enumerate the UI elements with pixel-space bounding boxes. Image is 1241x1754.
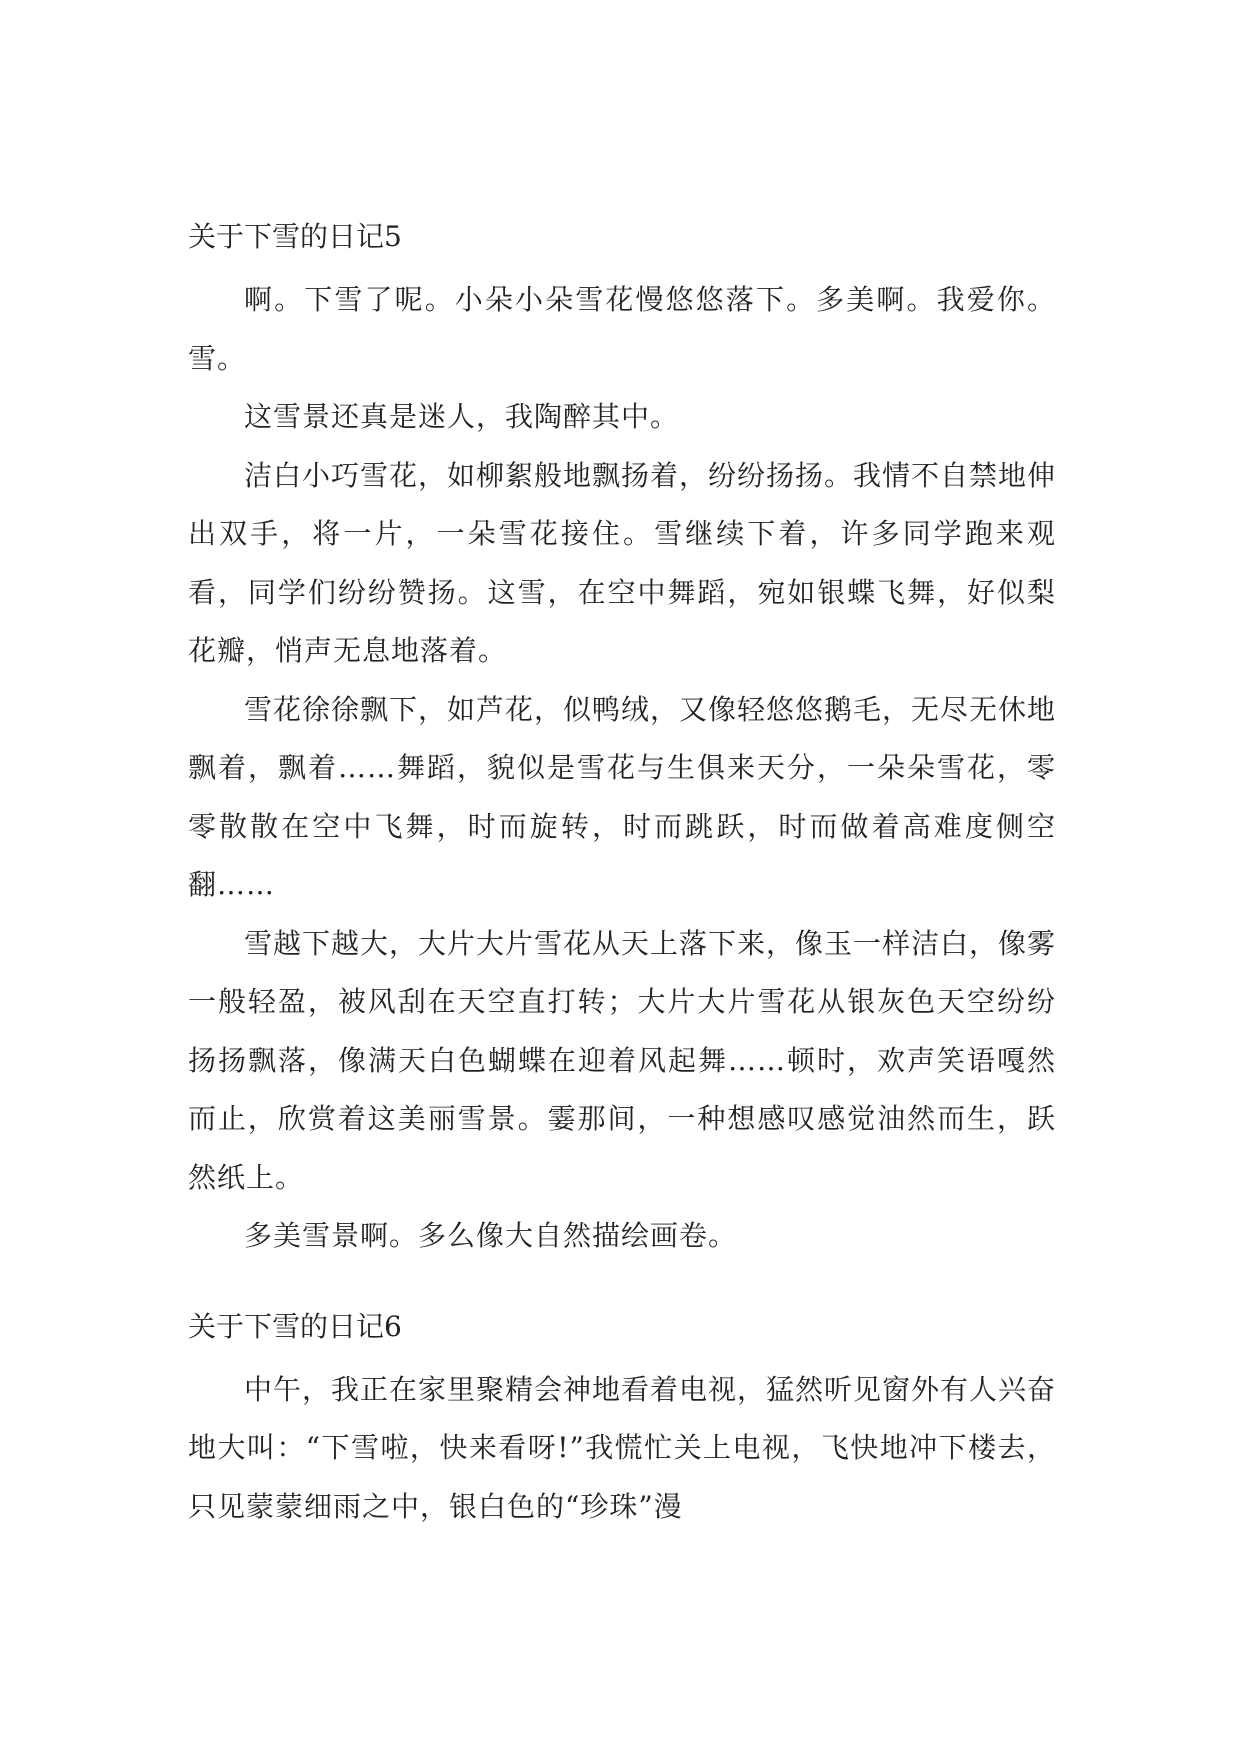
paragraph: 中午，我正在家里聚精会神地看着电视，猛然听见窗外有人兴奋地大叫：“下雪啦，快来看呀!”我慌忙关上电视，飞快地冲下楼去，只见蒙蒙细雨之中，银白色的“珍珠”漫 xyxy=(188,1372,1057,1523)
section-title: 关于下雪的日记5 xyxy=(188,220,402,253)
paragraph: 雪花徐徐飘下，如芦花，似鸭绒，又像轻悠悠鹅毛，无尽无休地飘着，飘着……舞蹈，貌似是雪花与生俱来天分，一朵朵雪花，零零散散在空中飞舞，时而旋转，时而跳跃，时而做着高难度侧空翻…… xyxy=(188,692,1057,901)
paragraph: 雪越下越大，大片大片雪花从天上落下来，像玉一样洁白，像雾一般轻盈，被风刮在天空直打转；大片大片雪花从银灰色天空纷纷扬扬飘落，像满天白色蝴蝶在迎着风起舞……顿时，欢声笑语嘎然而止，欣赏着这美丽雪景。霎那间，一种想感叹感觉油然而生，跃然纸上。 xyxy=(188,926,1057,1194)
paragraph: 啊。下雪了呢。小朵小朵雪花慢悠悠落下。多美啊。我爱你。雪。 xyxy=(188,283,1056,375)
paragraph: 多美雪景啊。多么像大自然描绘画卷。 xyxy=(244,1219,738,1252)
section-title: 关于下雪的日记6 xyxy=(188,1309,402,1343)
paragraph: 洁白小巧雪花，如柳絮般地飘扬着，纷纷扬扬。我情不自禁地伸出双手，将一片，一朵雪花接住。雪继续下着，许多同学跑来观看，同学们纷纷赞扬。这雪，在空中舞蹈，宛如银蝶飞舞，好似梨花瓣，悄声无息地落着。 xyxy=(188,458,1057,667)
document-page xyxy=(188,218,1056,1536)
paragraph: 这雪景还真是迷人，我陶醉其中。 xyxy=(244,400,680,433)
diary-entry-5 xyxy=(188,218,1056,1266)
diary-entry-6 xyxy=(188,1308,1056,1537)
